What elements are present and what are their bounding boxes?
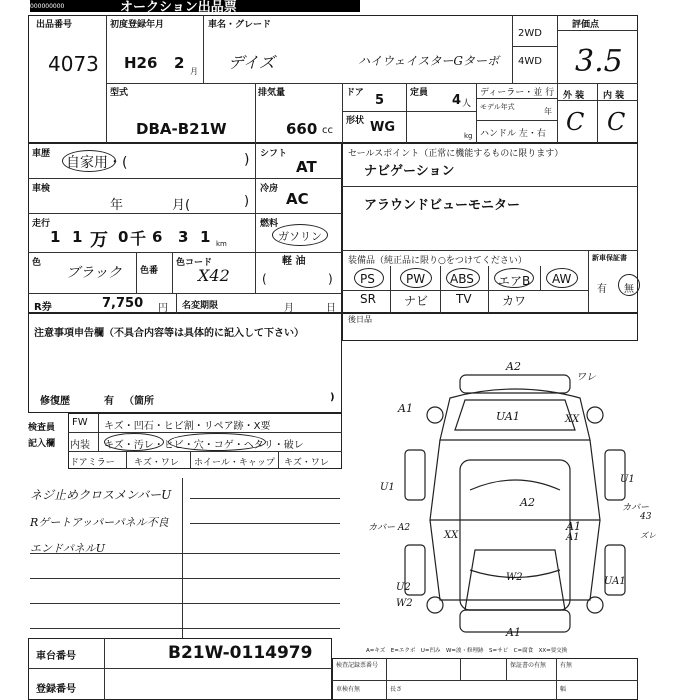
shift-value: AT [296, 158, 317, 176]
interior-value: C [607, 108, 626, 136]
score-value: 3.5 [575, 44, 623, 79]
fuel-value: ガソリン [278, 230, 322, 243]
warranty-no: 無 [624, 284, 634, 295]
displacement-label: 排気量 [258, 88, 286, 98]
dmg-12: XX [444, 530, 459, 541]
first-reg-era: H26 [124, 54, 158, 72]
score-label: 評価点 [572, 20, 600, 30]
inspector-row3-text2: キズ・ワレ [284, 458, 329, 468]
notes-label: 注意事項申告欄（不具合内容等は具体的に記入して下さい） [34, 328, 304, 339]
equip-ps-circle [354, 268, 384, 288]
sales-point-label: セールスポイント（正常に機能するものに限ります） [348, 149, 564, 159]
inspector-circle-b [168, 433, 266, 451]
interior-label: 内 装 [603, 91, 625, 101]
mileage-d5: 3 [178, 228, 189, 246]
mileage-d3: 0 [118, 228, 129, 246]
dmg-3: A1 [398, 402, 413, 415]
inspection-close: ) [244, 194, 250, 209]
dmg-8: U1 [620, 474, 635, 485]
aircon-label: 冷房 [260, 184, 279, 194]
inspector-label-1: 検査員 [28, 423, 56, 433]
dmg-11: カバー A2 [368, 523, 411, 533]
car-grade: ハイウェイスターGターボ [358, 54, 499, 68]
inspection-label: 車検 [32, 184, 51, 194]
registration-label: 登録番号 [36, 684, 76, 695]
dmg-17: UA1 [604, 576, 626, 587]
inspector-row3-key2: ホイール・キャップ [194, 458, 275, 468]
recycle-label: R券 [34, 302, 52, 313]
equip-pw-circle [400, 268, 432, 288]
dmg-1: A2 [506, 360, 521, 373]
diagram-legend: A=キズ E=エクボ U=凹み W=波・修理跡 S=サビ C=腐食 XX=要交換 [366, 648, 568, 654]
bottom-box-1: 検査記録票番号 [336, 662, 379, 669]
dmg-7: A2 [520, 496, 535, 509]
form-title: オークション出品票 [120, 0, 237, 15]
first-reg-unit: 月 [190, 67, 198, 76]
dmg-15: W2 [506, 572, 523, 583]
first-reg-month: 2 [174, 54, 185, 72]
bottom-box-4: 車検有無 [336, 686, 361, 693]
lot-label: 出品番号 [36, 20, 73, 30]
mileage-unit: km [216, 240, 227, 248]
fuel-open: ( [262, 272, 267, 286]
shape-value: WG [370, 120, 396, 135]
equip-abs-circle [446, 268, 480, 288]
exterior-value: C [566, 108, 585, 136]
vehicle-type-circle [62, 150, 116, 172]
handle-label: ハンドル 左・右 [480, 129, 546, 139]
equip-aw-circle [546, 268, 578, 288]
inspection-year: 年 [110, 198, 124, 213]
equip-abs: ABS [450, 272, 474, 286]
warranty-circle [618, 274, 640, 296]
bottom-box-3: 有無 [560, 662, 573, 669]
equip-sr: SR [360, 292, 376, 306]
top-frame [28, 15, 638, 143]
warranty-label: 新車保証書 [592, 254, 627, 262]
mileage-sen: 千 [130, 229, 147, 248]
bottom-box-6: 幅 [560, 686, 567, 693]
color-code2-label: 色コード [176, 258, 213, 268]
sales-point-1: ナビゲーション [364, 164, 455, 179]
dmg-4: UA1 [496, 410, 520, 423]
shape-label: 形状 [346, 116, 365, 126]
color-value: ブラック [66, 265, 122, 281]
recycle-unit: 円 [158, 303, 168, 314]
repair-part: （箇所 [124, 396, 154, 407]
displacement-unit: cc [322, 125, 333, 136]
fuel-circle [272, 224, 328, 246]
color-label: 色 [32, 258, 42, 268]
shift-label: シフト [260, 149, 288, 159]
lot-number: 4073 [48, 52, 99, 76]
capacity-value: 4 [452, 93, 462, 108]
mileage-d4: 6 [152, 228, 163, 246]
model-year-unit: 年 [544, 107, 552, 116]
mileage-label: 走行 [32, 219, 51, 229]
equip-airbag: エアB [498, 274, 531, 288]
hw-note-1: ネジ止めクロスメンバーU [30, 488, 172, 502]
chassis-number: B21W-0114979 [168, 643, 313, 663]
after-note-label: 後日品 [348, 315, 372, 324]
inspector-row1-text: キズ・凹石・ヒビ割・リペア跡・X要 [104, 421, 271, 432]
dereg-month: 月 [284, 303, 294, 314]
inspector-label-2: 記入欄 [28, 439, 56, 449]
inspector-row2-key: 内装 [70, 440, 90, 451]
hw-note-3: エンドパネルU [30, 542, 106, 555]
inspector-row3-text: キズ・ワレ [134, 458, 179, 468]
repair-label: 修復歴 [40, 396, 70, 407]
dmg-2: ワレ [576, 372, 596, 383]
hw-note-2: Rゲートアッパーパネル不良 [30, 516, 169, 529]
mileage-d2: 1 [72, 228, 83, 246]
dealer-label: ディーラー・並 行 [480, 88, 555, 98]
dmg-18: A1 [506, 626, 521, 639]
dereg-label: 名変期限 [182, 301, 219, 311]
sales-point-2: アラウンドビューモニター [364, 198, 521, 213]
vehicle-type-label: 車歴 [32, 149, 51, 159]
inspector-row2-text: キズ・汚レ・ヒビ・穴・コゲ・ヘタリ・破レ [104, 440, 304, 451]
aircon-value: AC [286, 190, 309, 208]
equip-leather: カワ [502, 294, 527, 308]
dmg-20: ズレ [640, 531, 656, 540]
equipment-label: 装備品（純正品に限り○をつけてください） [348, 256, 527, 266]
drive-2wd: 2WD [518, 28, 542, 39]
car-damage-diagram [390, 370, 650, 650]
color-code-label: 色番 [140, 266, 159, 276]
doors-label: ドア [346, 88, 364, 98]
fuel-label: 燃料 [260, 219, 279, 229]
model-value: DBA-B21W [136, 120, 227, 138]
mileage-d6: 1 [200, 228, 211, 246]
inspection-month: 月( [172, 198, 191, 213]
equip-ps: PS [360, 272, 375, 286]
vehicle-type-value: 自家用・( [66, 155, 128, 171]
dmg-13: A1 [566, 532, 580, 543]
dmg-14: U2 [396, 582, 411, 593]
equip-pw: PW [406, 272, 426, 286]
capacity-label: 定員 [410, 88, 429, 98]
bottom-box-2: 保証書の有無 [510, 662, 547, 669]
displacement-value: 660 [286, 120, 318, 138]
after-frame [342, 313, 638, 341]
chassis-label: 車台番号 [36, 651, 76, 662]
fuel-alt: 軽 油 [282, 256, 306, 267]
dmg-9: カバー [622, 503, 650, 513]
repair-close: ) [330, 392, 335, 403]
doors-value: 5 [375, 93, 385, 108]
dmg-10: A1 [566, 520, 581, 533]
capacity-unit: 人 [462, 99, 472, 109]
model-year-label: モデル年式 [480, 103, 515, 111]
dmg-6: U1 [380, 482, 395, 493]
drive-4wd: 4WD [518, 56, 542, 67]
exterior-label: 外 装 [563, 91, 585, 101]
dmg-5: XX [565, 414, 580, 425]
vehicle-type-close: ) [244, 152, 250, 168]
first-reg-label: 初度登録年月 [110, 20, 165, 30]
equip-aw: AW [552, 272, 572, 286]
repair-yes: 有 [104, 396, 114, 407]
dereg-day: 日 [326, 303, 336, 314]
mileage-man: 万 [90, 230, 108, 251]
header-sub: 000000000 [30, 3, 65, 10]
bottom-box-5: 長さ [390, 686, 403, 693]
inspector-row3-key: ドアミラー [70, 458, 115, 468]
equip-tv: TV [456, 292, 472, 306]
equip-navi: ナビ [404, 294, 429, 308]
car-name: デイズ [228, 53, 275, 72]
name-grade-label: 車名・グレード [208, 20, 272, 30]
model-label: 型式 [110, 88, 129, 98]
recycle-value: 7,750 [102, 296, 144, 311]
warranty-yes: 有 [597, 284, 607, 295]
color-code-value: X42 [198, 266, 230, 285]
mileage-d1: 1 [50, 228, 61, 246]
equip-airbag-circle [494, 268, 534, 288]
dmg-19: 43 [640, 512, 652, 522]
dmg-16: W2 [396, 598, 413, 609]
inspector-row1-key: FW [72, 417, 88, 428]
inspector-circle-a [104, 433, 164, 451]
load-unit: kg [464, 132, 473, 140]
fuel-close: ) [328, 272, 333, 286]
